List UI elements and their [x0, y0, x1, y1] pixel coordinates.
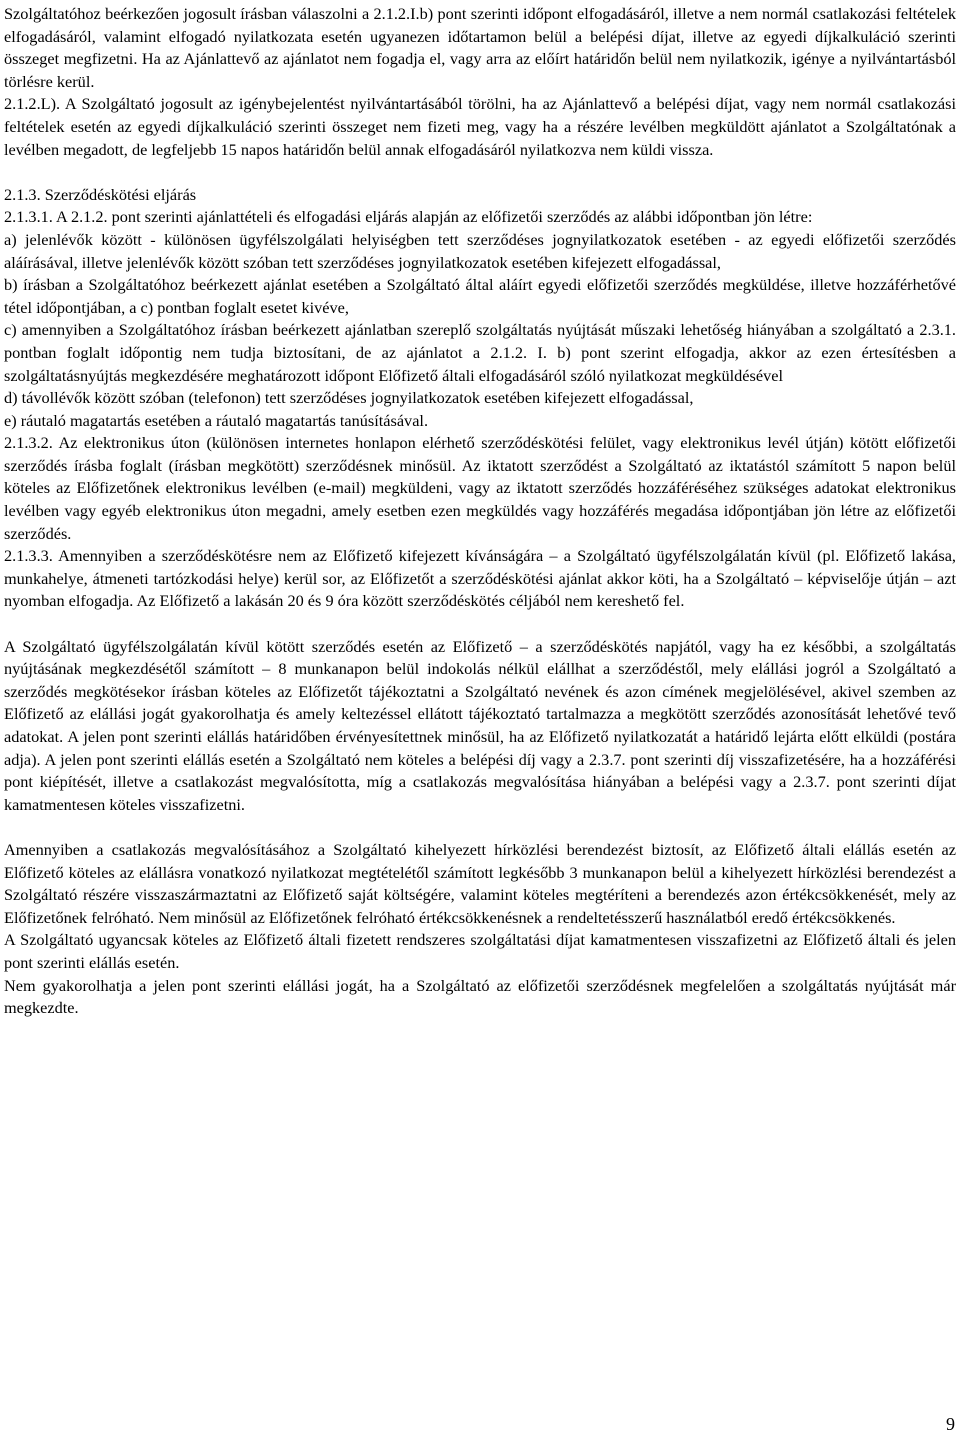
list-item-d: d) távollévők között szóban (telefonon) tett szerződéses jognyilatkozatok esetében kifejezett elfogadással, — [4, 388, 694, 408]
page-number: 9 — [946, 1414, 955, 1434]
paragraph-spacer — [4, 161, 956, 184]
paragraph-spacer — [4, 816, 956, 839]
list-item-e: e) ráutaló magatartás esetében a ráutaló magatartás tanúsításával. — [4, 410, 429, 430]
paragraph-2-1-3-2: 2.1.3.2. Az elektronikus úton (különösen internetes honlapon elérhető szerződéskötési felület, vagy elektronikus levél útján) kötött előfizetői szerződés írásba foglalt (írásban megkötött) szerződésnek minősül. Az iktatott szerződést a Szolgáltató az iktatástól számított 5 napon belül köteles az Előfizetőnek elektronikus levélben (e-mail) megküldeni, vagy az iktatott szerződés hozzáféréséhez szükséges adatokat elektronikus levélben vagy egyéb elektronikus úton megadni, amely esetben ezen megküldés vagy hozzáférés megadása időpontjában jön létre az előfizetői szerződés. — [4, 433, 956, 543]
paragraph-withdrawal-exclusion: Nem gyakorolhatja a jelen pont szerinti elállási jogát, ha a Szolgáltató az előfizetői szerződésnek megfelelően a szolgáltatás nyújtását már megkezdte. — [4, 975, 956, 1018]
paragraph-spacer — [4, 613, 956, 636]
paragraph-2-1-2-L: 2.1.2.L). A Szolgáltató jogosult az igénybejelentést nyilvántartásából törölni, ha az Ajánlattevő a belépési díjat, vagy nem normál csatlakozási feltételek esetén az egyedi díjkalkuláció szerinti összeget nem fizeti meg, vagy ha a részére levélben megküldött ajánlatot a Szolgáltatónak a levélben megadott, de legfeljebb 15 napos határidőn belül annak elfogadásáról nyilatkozva nem küldi vissza. — [4, 94, 956, 159]
paragraph-2-1-3-1: 2.1.3.1. A 2.1.2. pont szerinti ajánlattételi és elfogadási eljárás alapján az előfizetői szerződés az alábbi időpontban jön létre: — [4, 207, 813, 227]
list-item-b: b) írásban a Szolgáltatóhoz beérkezett ajánlat esetében a Szolgáltató által aláírt egyedi előfizetői szerződés megküldése, illetve hozzáférhetővé tétel időpontjában, a c) pontban foglalt esetet kivéve, — [4, 275, 956, 317]
paragraph-fee-refund: A Szolgáltató ugyancsak köteles az Előfizető általi fizetett rendszeres szolgáltatási díjat kamatmentesen visszafizetni az Előfizető általi és jelen pont szerinti elállás esetén. — [4, 930, 956, 972]
paragraph-withdrawal-right: A Szolgáltató ügyfélszolgálatán kívül kötött szerződés esetén az Előfizető – a szerződéskötés napjától, vagy ha ez későbbi, a szolgáltatás nyújtásának megkezdésétől számított – 8 munkanapon belül indokolás nélkül elállhat a szerződéstől, mely elállási jogról a Szolgáltató a szerződés megkötésekor írásban köteles az Előfizetőt tájékoztatni a Szolgáltató nevének és azon címének megjelölésével, akivel szemben az Előfizető az elállási jogát gyakorolhatja és amely keltezéssel ellátott tájékoztató tartalmazza a megkötött szerződés azonosítását lehetővé tevő adatokat. A jelen pont szerinti elállás határidőben érvényesítettnek minősül, ha az Előfizető nyilatkozatát a határidő lejárta előtt elküldi (postára adja). A jelen pont szerinti elállás esetén a Szolgáltató nem köteles a belépési díj vagy a 2.3.7. pont szerinti díj visszafizetésére, ha a hozzáférési pont kiépítését, illetve a csatlakozást megvalósította, míg a csatlakozás megvalósítása hiányában a belépési vagy a 2.3.7. pont szerinti díjat kamatmentesen köteles visszafizetni. — [4, 636, 956, 814]
paragraph-acceptance-deadline: Szolgáltatóhoz beérkezően jogosult írásban válaszolni a 2.1.2.I.b) pont szerinti időpont elfogadásáról, illetve a nem normál csatlakozási feltételek elfogadásáról, valamint elfogadó nyilatkozata esetén ugyanezen időtartamon belül a belépési díjat, illetve az egyedi díjkalkuláció szerinti összeget megfizetni. Ha az Ajánlattevő az ajánlatot nem fogadja el, vagy arra az előírt határidőn belül nem nyilatkozik, igénye a nyilvántartásból törlésre kerül. — [4, 4, 956, 91]
paragraph-2-1-3-3: 2.1.3.3. Amennyiben a szerződéskötésre nem az Előfizető kifejezett kívánságára – a Szolgáltató ügyfélszolgálatán kívül (pl. Előfizető lakása, munkahelye, átmeneti tartózkodási helye) kerül sor, az Előfizetőt a szerződéskötési ajánlat akkor köti, ha a Szolgáltató – képviselője útján – azt nyomban elfogadja. Az Előfizető a lakásán 20 és 9 óra között szerződéskötés céljából nem kereshető fel. — [4, 546, 956, 611]
document-page — [4, 3, 956, 1020]
list-item-a: a) jelenlévők között - különösen ügyfélszolgálati helyiségben tett szerződéses jognyilatkozatok esetében - az egyedi előfizetői szerződés aláírásával, illetve jelenlévők között szóban tett szerződéses jognyilatkozatok esetében kifejezett elfogadással, — [4, 229, 956, 272]
section-heading-2-1-3: 2.1.3. Szerződéskötési eljárás — [4, 184, 197, 204]
paragraph-equipment-return: Amennyiben a csatlakozás megvalósításához a Szolgáltató kihelyezett hírközlési berendezést biztosít, az Előfizető általi elállás esetén az Előfizető köteles az elállásra vonatkozó nyilatkozat megtételétől számított legkésőbb 3 munkanapon belül a kihelyezett hírközlési berendezést a Szolgáltató részére visszaszármaztatni az Előfizető saját költségére, valamint köteles megtéríteni a berendezés azon értékcsökkenését, mely az Előfizetőnek felróható. Nem minősül az Előfizetőnek felróható értékcsökkenésnek a rendeltetésszerű használatból eredő értékcsökkenés. — [4, 839, 956, 927]
list-item-c: c) amennyiben a Szolgáltatóhoz írásban beérkezett ajánlatban szereplő szolgáltatás nyújtását műszaki lehetőség hiányában a szolgáltató a 2.3.1. pontban foglalt időpontig nem tudja biztosítani, de az ajánlatot a 2.1.2. I. b) pont szerint elfogadja, akkor az ezen értesítésben a szolgáltatásnyújtás megkezdésére meghatározott időpont Előfizető általi elfogadásáról szóló nyilatkozat megküldésével — [4, 320, 956, 385]
